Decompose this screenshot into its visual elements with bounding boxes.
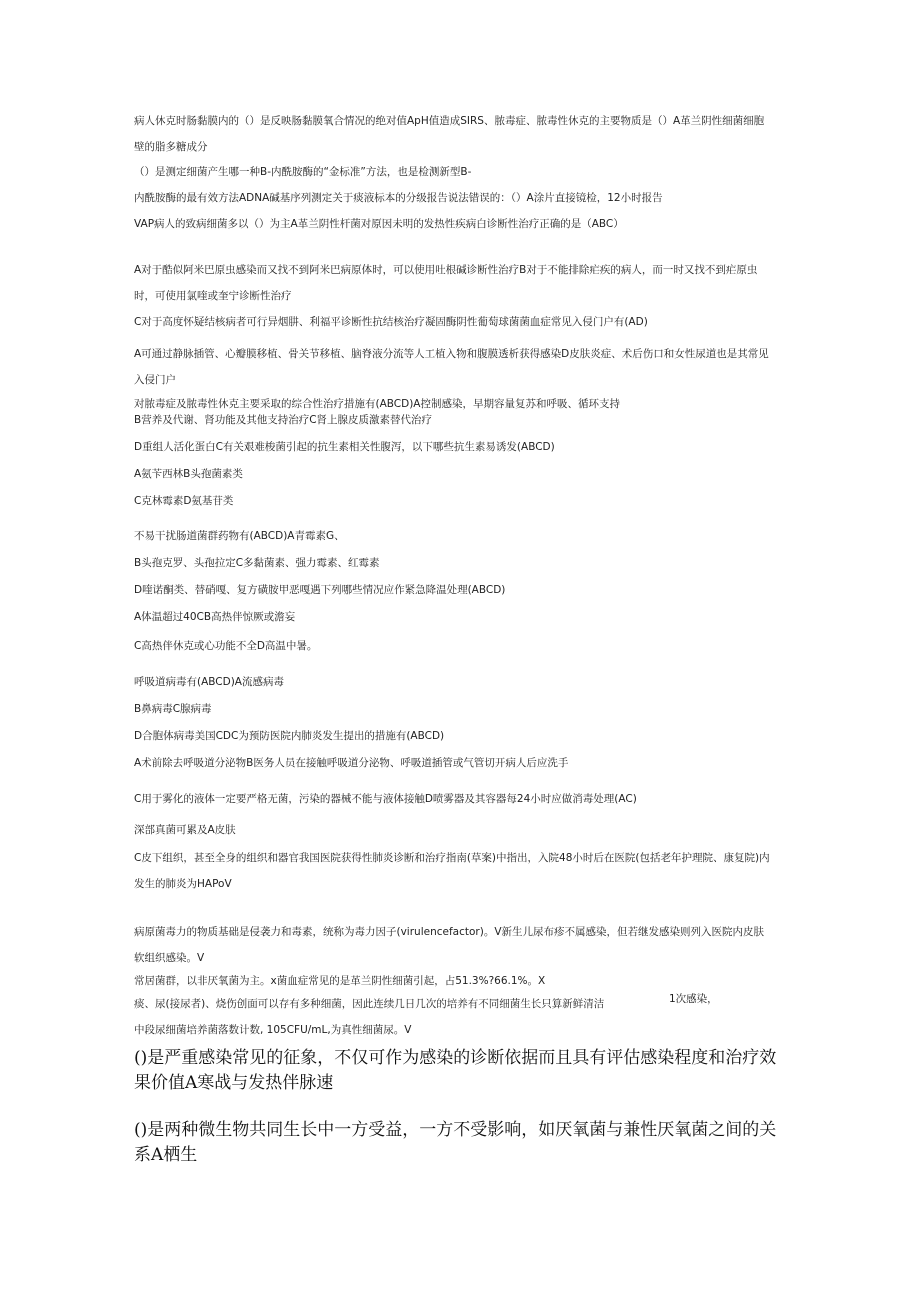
text-line: D合胞体病毒美国CDC为预防医院内肺炎发生提出的措施有(ABCD)	[134, 730, 445, 742]
text-line: A体温超过40CB高热伴惊厥或澹妄	[134, 611, 296, 623]
text-line: 不易干扰肠道菌群药物有(ABCD)A青霉素G、	[134, 530, 345, 542]
text-line: B营养及代谢、肾功能及其他支持治疗C肾上腺皮质激素替代治疗	[134, 414, 433, 426]
text-line: A术前除去呼吸道分泌物B医务人员在接触呼吸道分泌物、呼吸道插管或气管切开病人后应洗手	[134, 757, 569, 769]
side-note: 1次感染，	[669, 993, 718, 1005]
text-line: B头孢克罗、头孢拉定C多黏菌素、强力霉素、红霉素	[134, 557, 380, 569]
text-line: 痰、尿(接尿者)、烧伤创面可以存有多种细菌，因此连续几日几次的培养有不同细菌生长只算新鲜清洁	[134, 998, 605, 1010]
text-line: A氨苄西林B头孢菌素类	[134, 468, 243, 480]
text-line: B鼻病毒C腺病毒	[134, 703, 212, 715]
text-line: A可通过静脉插管、心瓣膜移植、骨关节移植、脑脊液分流等人工植入物和腹膜透析获得感染D皮肤炎症、术后伤口和女性尿道也是其常见入侵门户	[134, 348, 769, 386]
text-line: 内酰胺酶的最有效方法ADNA碱基序列测定关于痰液标本的分级报告说法错误的：（）A涂片直接镜检，12小时报告	[134, 192, 663, 204]
text-line: 病原菌毒力的物质基础是侵袭力和毒素，统称为毒力因子(virulencefactor)。V新生儿尿布疹不属感染，但若继发感染则列入医院内皮肤软组织感染。V	[134, 926, 765, 964]
text-line: D重组人活化蛋白C有关艰难梭菌引起的抗生素相关性腹泻，以下哪些抗生素易诱发(ABCD)	[134, 441, 555, 453]
text-line: C高热伴休克或心功能不全D高温中暑。	[134, 640, 318, 652]
text-line: 对脓毒症及脓毒性休克主要采取的综合性治疗措施有(ABCD)A控制感染，早期容量复苏和呼吸、循环支持	[134, 398, 620, 410]
question-heading: ()是两种微生物共同生长中一方受益，一方不受影响，如厌氧菌与兼性厌氧菌之间的关系A栖生	[134, 1120, 777, 1165]
text-line: C用于雾化的液体一定要严格无菌，污染的器械不能与液体接触D喷雾器及其容器每24小时应做消毒处理(AC)	[134, 793, 637, 805]
text-line: A对于酷似阿米巴原虫感染而又找不到阿米巴病原体时，可以使用吐根碱诊断性治疗B对于不能排除疟疾的病人，而一时又找不到疟原虫时，可使用氯喹或奎宁诊断性治疗	[134, 264, 758, 302]
question-heading: ()是严重感染常见的征象，不仅可作为感染的诊断依据而且具有评估感染程度和治疗效果价值A寒战与发热伴脉速	[134, 1048, 777, 1093]
text-line: 深部真菌可累及A皮肤	[134, 824, 236, 836]
text-line: 病人休克时肠黏膜内的（）是反映肠黏膜氧合情况的绝对值ApH值造成SIRS、脓毒症、脓毒性休克的主要物质是（）A革兰阴性细菌细胞壁的脂多糖成分	[134, 115, 765, 153]
text-line: C对于高度怀疑结核病者可行异烟肼、利福平诊断性抗结核治疗凝固酶阴性葡萄球菌菌血症常见入侵门户有(AD)	[134, 316, 648, 328]
text-line: （）是测定细菌产生哪一种B-内酰胺酶的“金标准”方法，也是检测新型B-	[134, 166, 472, 178]
text-line: C皮下组织，甚至全身的组织和器官我国医院获得性肺炎诊断和治疗指南(草案)中指出，入院48小时后在医院(包括老年护理院、康复院)内发生的肺炎为HAPoV	[134, 852, 770, 890]
text-line: C克林霉素D氨基苷类	[134, 495, 234, 507]
text-line: 呼吸道病毒有(ABCD)A流感病毒	[134, 676, 284, 688]
text-line: VAP病人的致病细菌多以（）为主A革兰阴性杆菌对原因未明的发热性疾病白诊断性治疗正确的是（ABC）	[134, 218, 624, 230]
text-line: 中段尿细菌培养菌落数计数, 105CFU/mL,为真性细菌尿。V	[134, 1024, 412, 1036]
text-line: D喹诺酮类、替硝嘎、复方磺胺甲恶嘎遇下列哪些情况应作紧急降温处理(ABCD)	[134, 584, 506, 596]
text-line: 常居菌群，以非厌氧菌为主。x菌血症常见的是革兰阴性细菌引起，占51.3%?66.1%。X	[134, 975, 546, 987]
